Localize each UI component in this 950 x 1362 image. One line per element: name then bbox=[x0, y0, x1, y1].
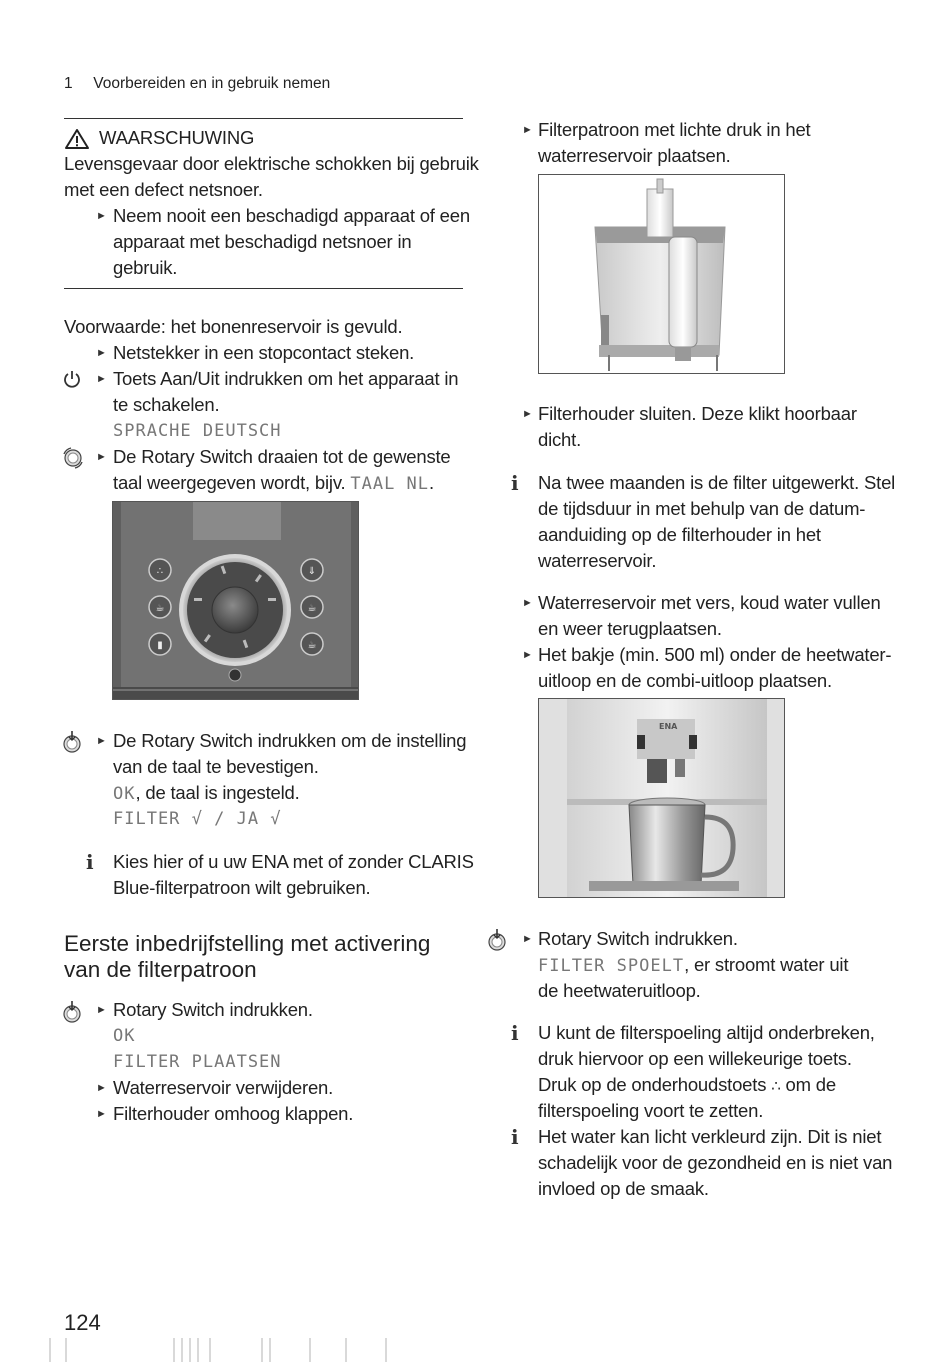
display-text: SPRACHE DEUTSCH bbox=[113, 421, 282, 441]
info-line: aanduiding op de filterhouder in het bbox=[538, 524, 821, 545]
warning-top-rule bbox=[64, 118, 463, 119]
info-line: schadelijk voor de gezondheid en is niet van bbox=[538, 1152, 893, 1173]
bullet-icon: ► bbox=[522, 124, 533, 136]
info-icon: i bbox=[511, 1021, 519, 1045]
info-line: U kunt de filterspoeling altijd onderbreken, bbox=[538, 1022, 875, 1043]
bullet-icon: ► bbox=[96, 735, 107, 747]
bullet-icon: ► bbox=[96, 1108, 107, 1120]
water-tank-figure bbox=[538, 174, 785, 374]
step-insert-line: Filterpatroon met lichte druk in het bbox=[538, 119, 811, 140]
info-line: druk hiervoor op een willekeurige toets. bbox=[538, 1048, 852, 1069]
rs-text-line: de heetwateruitloop. bbox=[538, 980, 701, 1001]
step-fill-line: Waterreservoir met vers, koud water vullen bbox=[538, 592, 881, 613]
chapter-number: 1 bbox=[64, 75, 73, 92]
svg-text:∴: ∴ bbox=[156, 566, 164, 577]
press-switch-icon bbox=[61, 729, 83, 760]
warning-text-line: Levensgevaar door elektrische schokken bij gebruik bbox=[64, 153, 479, 174]
ok-line bbox=[113, 780, 300, 807]
info-line: filterspoeling voort te zetten. bbox=[538, 1100, 764, 1121]
warning-item-line: Neem nooit een beschadigd apparaat of een bbox=[113, 205, 470, 226]
step-power-line: te schakelen. bbox=[113, 394, 220, 415]
warning-item-line: apparaat met beschadigd netsnoer in bbox=[113, 231, 412, 252]
condition-label: Voorwaarde: bbox=[64, 316, 166, 337]
step-rs-press: Rotary Switch indrukken. bbox=[113, 999, 313, 1020]
section-title-line: van de filterpatroon bbox=[64, 957, 257, 982]
rotary-switch-icon bbox=[61, 446, 85, 475]
step-plug: Netstekker in een stopcontact steken. bbox=[113, 342, 415, 363]
page-number: 124 bbox=[64, 1310, 101, 1335]
svg-text:☕: ☕ bbox=[155, 603, 165, 614]
bullet-icon: ► bbox=[96, 1004, 107, 1016]
machine-cup-figure bbox=[538, 698, 785, 898]
info-text: Druk op de onderhoudstoets bbox=[538, 1074, 772, 1095]
step-press-line: De Rotary Switch indrukken om de instelling bbox=[113, 730, 467, 751]
press-switch-icon bbox=[486, 927, 508, 958]
display-text: OK bbox=[113, 1026, 136, 1046]
press-switch-icon bbox=[61, 999, 83, 1030]
step-cup-line: Het bakje (min. 500 ml) onder de heetwater- bbox=[538, 644, 892, 665]
chapter-title: Voorbereiden en in gebruik nemen bbox=[93, 75, 331, 92]
condition-line bbox=[64, 314, 402, 340]
bullet-icon: ► bbox=[96, 1082, 107, 1094]
bullet-icon: ► bbox=[96, 210, 107, 222]
control-panel-figure bbox=[112, 501, 359, 700]
warning-bottom-rule bbox=[64, 288, 463, 289]
warning-title: WAARSCHUWING bbox=[99, 127, 255, 148]
info-icon: i bbox=[511, 471, 519, 495]
step-remove: Waterreservoir verwijderen. bbox=[113, 1077, 334, 1098]
ok-text: , de taal is ingesteld. bbox=[135, 782, 300, 803]
bullet-icon: ► bbox=[522, 408, 533, 420]
page-header bbox=[64, 74, 330, 94]
step-rotate-text: taal weergegeven wordt, bijv. bbox=[113, 472, 351, 493]
step-fold: Filterhouder omhoog klappen. bbox=[113, 1103, 354, 1124]
svg-text:▮: ▮ bbox=[157, 640, 163, 651]
bullet-icon: ► bbox=[96, 451, 107, 463]
bullet-icon: ► bbox=[96, 373, 107, 385]
section-title-line: Eerste inbedrijfstelling met activering bbox=[64, 931, 431, 956]
bullet-icon: ► bbox=[522, 933, 533, 945]
info-line: invloed op de smaak. bbox=[538, 1178, 709, 1199]
info-line: de tijdsduur in met behulp van de datum- bbox=[538, 498, 866, 519]
display-text: TAAL NL bbox=[350, 474, 430, 494]
warning-text-line: met een defect netsnoer. bbox=[64, 179, 263, 200]
step-rotate-line: De Rotary Switch draaien tot de gewenste bbox=[113, 446, 451, 467]
bullet-icon: ► bbox=[522, 597, 533, 609]
info-line: waterreservoir. bbox=[538, 550, 657, 571]
bullet-icon: ► bbox=[96, 347, 107, 359]
step-rotate-line bbox=[113, 470, 434, 497]
step-insert-line: waterreservoir plaatsen. bbox=[538, 145, 731, 166]
bullet-icon: ► bbox=[522, 649, 533, 661]
info-line: Kies hier of u uw ENA met of zonder CLARIS bbox=[113, 851, 474, 872]
info-icon: i bbox=[511, 1125, 519, 1149]
step-cup-line: uitloop en de combi-uitloop plaatsen. bbox=[538, 670, 832, 691]
svg-text:☕: ☕ bbox=[307, 640, 317, 651]
step-press-line: van de taal te bevestigen. bbox=[113, 756, 319, 777]
display-text: FILTER √ / JA √ bbox=[113, 809, 282, 829]
step-fill-line: en weer terugplaatsen. bbox=[538, 618, 722, 639]
step-rs-line: Rotary Switch indrukken. bbox=[538, 928, 738, 949]
display-text: FILTER PLAATSEN bbox=[113, 1052, 282, 1072]
display-text: OK bbox=[113, 784, 136, 804]
section-title bbox=[64, 931, 430, 983]
info-icon: i bbox=[86, 850, 94, 874]
condition-text: het bonenreservoir is gevuld. bbox=[165, 316, 403, 337]
svg-text:⇓: ⇓ bbox=[307, 566, 317, 577]
display-text: FILTER SPOELT bbox=[538, 956, 685, 976]
step-power-line: Toets Aan/Uit indrukken om het apparaat in bbox=[113, 368, 459, 389]
warning-item-line: gebruik. bbox=[113, 257, 178, 278]
info-line: Na twee maanden is de filter uitgewerkt. Stel bbox=[538, 472, 896, 493]
step-close-line: Filterhouder sluiten. Deze klikt hoorbaar bbox=[538, 403, 857, 424]
rs-text: , er stroomt water uit bbox=[684, 954, 849, 975]
ena-logo: ENA bbox=[659, 722, 678, 731]
info-line: Het water kan licht verkleurd zijn. Dit is niet bbox=[538, 1126, 882, 1147]
info-line bbox=[538, 1072, 836, 1099]
info-text: om de bbox=[780, 1074, 836, 1095]
info-line: Blue-filterpatroon wilt gebruiken. bbox=[113, 877, 371, 898]
svg-text:☕: ☕ bbox=[307, 603, 317, 614]
crop-marks bbox=[40, 1338, 460, 1362]
power-icon bbox=[62, 369, 82, 394]
rs-text-line bbox=[538, 952, 848, 979]
step-rotate-end: . bbox=[429, 472, 434, 493]
step-close-line: dicht. bbox=[538, 429, 582, 450]
maintenance-icon: ∴ bbox=[771, 1077, 781, 1095]
